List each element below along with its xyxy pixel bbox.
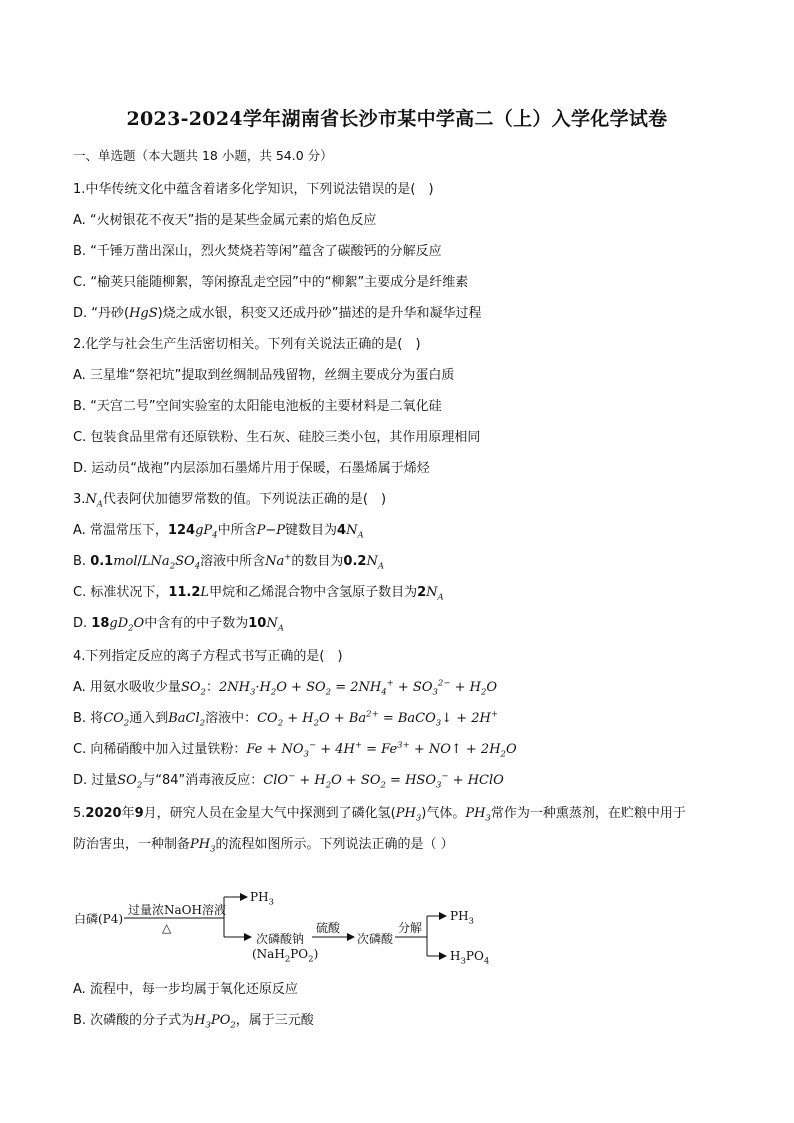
q3-stem: $3.N_A$代表阿伏加德罗常数的值。下列说法正确的是( ): [73, 492, 387, 510]
q5-stem-line2: 防治害虫，一种制备$PH_3$的流程如图所示。下列说法正确的是（ ）: [73, 837, 454, 855]
q5-flow-diagram: [72, 880, 512, 970]
q5-option-b: B. 次磷酸的分子式为$H_3PO_2$，属于三元酸: [73, 1013, 314, 1031]
q3-option-b: B. $0.1mol/LNa_2SO_4$溶液中所含Na+的数目为$0.2N_A$: [73, 552, 384, 572]
q5-option-a: A. 流程中，每一步均属于氧化还原反应: [73, 982, 298, 997]
q3-option-c: C. 标准状况下，11.2L甲烷和乙烯混合物中含氢原子数目为$2N_A$: [73, 585, 444, 603]
flow-product-ph3-a: $PH_3$: [250, 890, 274, 908]
flow-intermediate-formula: $(NaH_2PO_2)$: [252, 947, 319, 965]
q4-option-b: B. 将$CO_2$通入到BaCl$_2$溶液中：$CO_2 + H_2O + Ba^{2+}$ = BaCO$_3$↓ + 2H+: [73, 709, 498, 729]
flow-condition-top: 过量浓NaOH溶液: [128, 903, 226, 917]
q2-option-b: B. “天宫二号”空间实验室的太阳能电池板的主要材料是二氧化硅: [73, 399, 442, 414]
flow-product-h3po4: $H_3PO_4$: [450, 949, 490, 967]
flow-condition-heat: △: [162, 921, 172, 935]
q1-option-a: A. “火树银花不夜天”指的是某些金属元素的焰色反应: [73, 213, 377, 228]
q4-option-a: A. 用氨水吸收少量$SO_2$：$2NH_3\cdot H_2O + SO_2 = 2NH_4^+ + SO_3^{2-} + H_2O$: [73, 678, 498, 698]
q2-option-c: C. 包装食品里常有还原铁粉、生石灰、硅胶三类小包，其作用原理相同: [73, 430, 481, 445]
q2-option-a: A. 三星堆“祭祀坑”提取到丝绸制品残留物，丝绸主要成分为蛋白质: [73, 368, 455, 383]
q1-option-c: C. “榆荚只能随柳絮，等闲撩乱走空园”中的“柳絮”主要成分是纤维素: [73, 275, 469, 290]
q4-option-c: C. 向稀硝酸中加入过量铁粉：$Fe + NO_3^- + 4H^+ = Fe^{3+}$ + NO↑ + $2H_2O$: [73, 740, 517, 760]
q4-option-d: D. 过量$SO_2$与“84”消毒液反应：$ClO^- + H_2O + SO_2 = HSO_3^-$ + HClO: [73, 771, 504, 791]
q1-option-d: D. “丹砂(HgS)烧之成水银，积变又还成丹砂”描述的是升华和凝华过程: [73, 306, 482, 321]
flow-reagent-sulfuric-acid: 硫酸: [316, 921, 341, 935]
flow-hypophosphorous-acid: 次磷酸: [357, 932, 394, 946]
flow-decompose: 分解: [398, 921, 423, 935]
flow-intermediate: 次磷酸钠: [256, 932, 305, 946]
q3-option-a: A. 常温常压下，$124gP_4$中所含P−P键数目为$4N_A$: [73, 523, 364, 541]
q1-option-b: B. “千锤万凿出深山，烈火焚烧若等闲”蕴含了碳酸钙的分解反应: [73, 244, 442, 259]
section-heading: 一、单选题（本大题共 18 小题，共 54.0 分）: [73, 148, 333, 163]
q3-option-d: D. $18gD_2O$中含有的中子数为$10N_A$: [73, 616, 284, 634]
q1-stem: 1.中华传统文化中蕴含着诸多化学知识，下列说法错误的是( ): [73, 182, 434, 197]
q2-option-d: D. 运动员“战袍”内层添加石墨烯片用于保暖，石墨烯属于烯烃: [73, 461, 430, 476]
flow-product-ph3-b: $PH_3$: [450, 909, 474, 927]
flow-start: 白磷(P4): [74, 912, 124, 926]
exam-title: 2023-2024学年湖南省长沙市某中学高二（上）入学化学试卷: [126, 108, 668, 130]
q4-stem: 4.下列指定反应的离子方程式书写正确的是( ): [73, 649, 343, 664]
q2-stem: 2.化学与社会生产生活密切相关。下列有关说法正确的是( ): [73, 337, 421, 352]
q5-stem-line1: 5.2020年9月，研究人员在金星大气中探测到了磷化氢$(PH_3)$气体。$PH_3$常作为一种熏蒸剂，在贮粮中用于: [73, 806, 686, 824]
